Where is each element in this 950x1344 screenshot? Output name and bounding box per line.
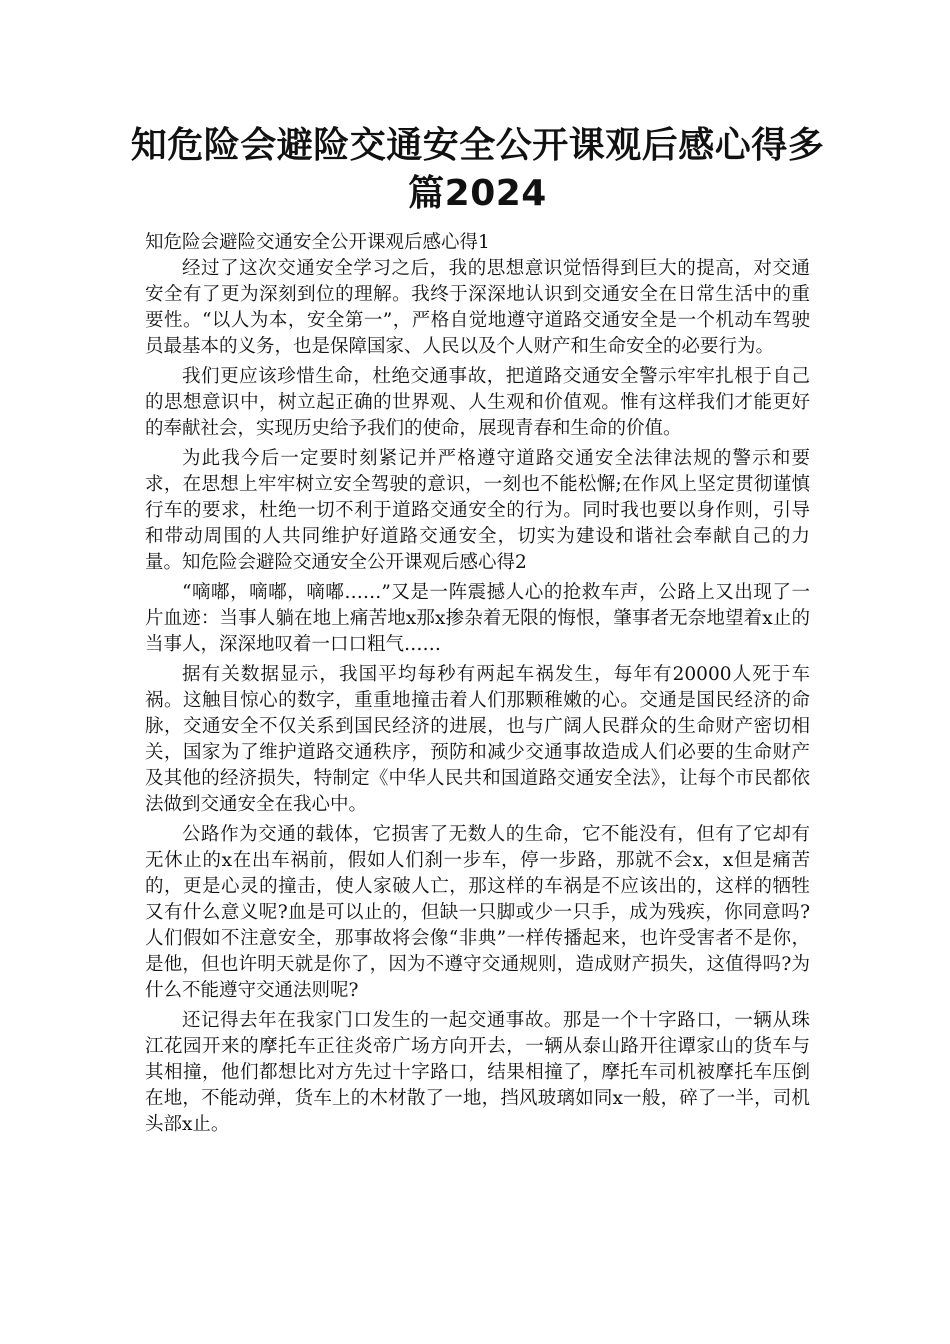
- paragraph-1: 经过了这次交通安全学习之后，我的思想意识觉悟得到巨大的提高，对交通安全有了更为深刻到位的理解。我终于深深地认识到交通安全在日常生活中的重要性。“以人为本，安全第一”，严格自觉地遵守道路交通安全是一个机动车驾驶员最基本的义务，也是保障国家、人民以及个人财产和生命安全的必要行为。: [145, 258, 810, 357]
- document-page: [130, 122, 825, 1142]
- document-title: 知危险会避险交通安全公开课观后感心得多篇2024: [130, 125, 825, 214]
- paragraph-7: 还记得去年在我家门口发生的一起交通事故。那是一个十字路口，一辆从珠江花园开来的摩托车正往炎帝广场方向开去，一辆从泰山路开往谭家山的货车与其相撞，他们都想比对方先过十字路口，结果相撞了，摩托车司机被摩托车压倒在地，不能动弹，货车上的木材散了一地，挡风玻璃如同x一般，碎了一半，司机头部x止。: [145, 1010, 810, 1135]
- paragraph-5: 据有关数据显示，我国平均每秒有两起车祸发生，每年有20000人死于车祸。这触目惊心的数字，重重地撞击着人们那颗稚嫩的心。交通是国民经济的命脉，交通安全不仅关系到国民经济的进展，也与广阔人民群众的生命财产密切相关，国家为了维护道路交通秩序，预防和减少交通事故造成人们必要的生命财产及其他的经济损失，特制定《中华人民共和国道路交通安全法》，让每个市民都依法做到交通安全在我心中。: [145, 664, 810, 815]
- paragraph-2: 我们更应该珍惜生命，杜绝交通事故，把道路交通安全警示牢牢扎根于自己的思想意识中，树立起正确的世界观、人生观和价值观。惟有这样我们才能更好的奉献社会，实现历史给予我们的使命，展现青春和生命的价值。: [145, 366, 810, 439]
- paragraph-3: 为此我今后一定要时刻紧记并严格遵守道路交通安全法律法规的警示和要求，在思想上牢牢树立安全驾驶的意识，一刻也不能松懈;在作风上坚定贯彻谨慎行车的要求，杜绝一切不利于道路交通安全的行为。同时我也要以身作则，引导和带动周围的人共同维护好道路交通安全，切实为建设和谐社会奉献自己的力量。知危险会避险交通安全公开课观后感心得2: [145, 448, 810, 573]
- paragraph-6: 公路作为交通的载体，它损害了无数人的生命，它不能没有，但有了它却有无休止的x在出车祸前，假如人们刹一步车，停一步路，那就不会x，x但是痛苦的，更是心灵的撞击，使人家破人亡，那这样的车祸是不应该出的，这样的牺牲又有什么意义呢?血是可以止的，但缺一只脚或少一只手，成为残疾，你同意吗?人们假如不注意安全，那事故将会像“非典”一样传播起来，也许受害者不是你，是他，但也许明天就是你了，因为不遵守交通规则，造成财产损失，这值得吗?为什么不能遵守交通法则呢?: [145, 824, 810, 1001]
- section-heading-1: 知危险会避险交通安全公开课观后感心得1: [145, 232, 490, 253]
- paragraph-4: “嘀嘟，嘀嘟，嘀嘟……”又是一阵震撼人心的抢救车声，公路上又出现了一片血迹：当事人躺在地上痛苦地x那x掺杂着无限的悔恨，肇事者无奈地望着x止的当事人，深深地叹着一口口粗气……: [145, 582, 810, 655]
